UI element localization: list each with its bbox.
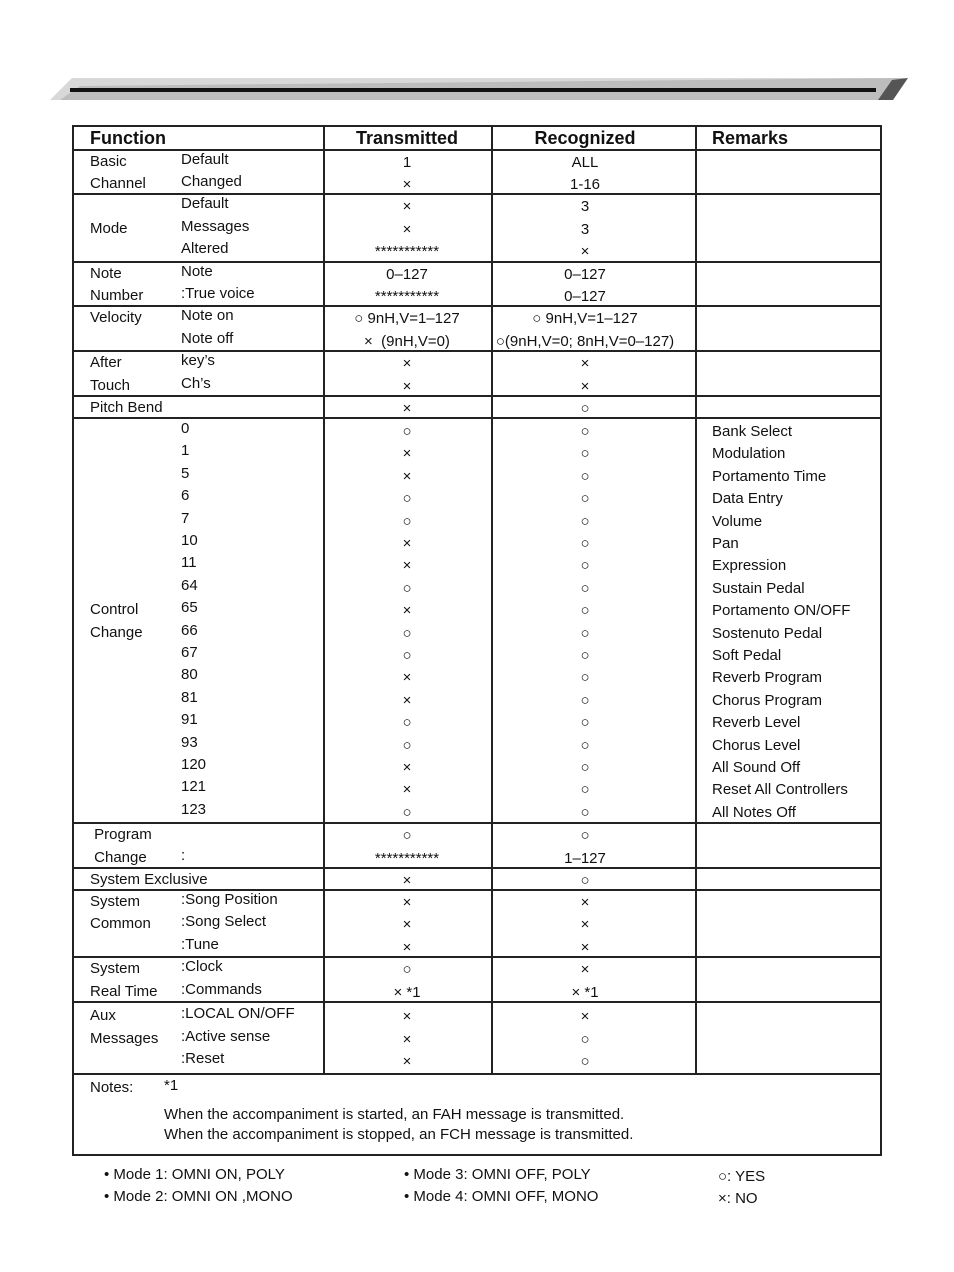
column-divider [695, 127, 697, 1074]
recognized-value: × *1 [571, 983, 599, 1001]
transmitted-value: ○ [402, 512, 412, 530]
legend-mode-1: • Mode 1: OMNI ON, POLY [104, 1166, 285, 1183]
function-label: Messages [90, 1029, 159, 1047]
sub-function: : [181, 846, 186, 864]
sub-function: :True voice [181, 285, 255, 302]
recognized-value: ○ [580, 646, 590, 664]
transmitted-value: × [402, 377, 412, 395]
recognized-value: × [580, 355, 590, 373]
sub-function: Note off [181, 329, 234, 347]
notes-ref: *1 [164, 1077, 179, 1094]
recognized-value: ALL [571, 153, 599, 171]
sub-function: Note [181, 262, 213, 280]
function-label: Aux [90, 1007, 116, 1025]
sub-function: :Tune [181, 935, 219, 953]
sub-function: :Active sense [181, 1027, 271, 1045]
sub-function: Default [181, 195, 229, 213]
transmitted-value: ○ [402, 490, 412, 508]
transmitted-value: × [402, 758, 412, 776]
function-label: Control [90, 601, 139, 619]
chart-group [74, 419, 880, 824]
recognized-value: ○ [580, 445, 590, 463]
recognized-value: ○ [580, 827, 590, 845]
remark: Portamento Time [712, 467, 827, 485]
transmitted-value: × *1 [393, 983, 421, 1001]
function-label: Touch [90, 376, 131, 394]
chart-group [74, 1003, 880, 1075]
function-label: System [90, 892, 141, 910]
function-label: After [90, 354, 122, 372]
remark: Reset All Controllers [712, 781, 848, 799]
legend-mode-2: • Mode 2: OMNI ON ,MONO [104, 1188, 293, 1205]
remark: All Sound Off [712, 758, 801, 776]
remark: Volume [712, 512, 763, 530]
sub-function: :Reset [181, 1050, 225, 1068]
remark: Reverb Level [712, 714, 801, 732]
function-label: Basic [90, 152, 127, 170]
sub-function: Ch’s [181, 374, 211, 392]
transmitted-value: × [402, 1053, 412, 1071]
recognized-value: 3 [580, 220, 590, 238]
transmitted-value: × [402, 445, 412, 463]
recognized-value: ○ [580, 714, 590, 732]
transmitted-value: × [402, 220, 412, 238]
recognized-value: ○ [580, 557, 590, 575]
notes-label: Notes: [90, 1079, 134, 1096]
transmitted-value: × [402, 916, 412, 934]
remark: Bank Select [712, 422, 793, 440]
sub-function: :LOCAL ON/OFF [181, 1005, 295, 1023]
function-label: System Exclusive [90, 870, 208, 888]
transmitted-value: × [402, 781, 412, 799]
transmitted-value: × [402, 176, 412, 193]
function-label: Change [90, 848, 147, 866]
sub-function: 80 [181, 666, 198, 684]
function-label: Pitch Bend [90, 398, 163, 416]
sub-function: key’s [181, 352, 215, 370]
function-label: Velocity [90, 309, 142, 327]
transmitted-value: ○ [402, 646, 412, 664]
function-label: System [90, 960, 141, 978]
sub-function: 10 [181, 531, 198, 549]
transmitted-value: × [402, 355, 412, 373]
sub-function: 93 [181, 733, 198, 751]
chart-group [74, 352, 880, 397]
chart-group [74, 307, 880, 352]
sub-function: Changed [181, 173, 242, 190]
column-divider [491, 127, 493, 1074]
header-remarks: Remarks [712, 128, 789, 148]
recognized-value: ○ [580, 602, 590, 620]
legend-mode-3: • Mode 3: OMNI OFF, POLY [404, 1166, 591, 1183]
remark: Data Entry [712, 490, 783, 508]
function-label: Common [90, 915, 151, 933]
transmitted-value: × [402, 198, 412, 216]
function-label: Note [90, 264, 122, 282]
recognized-value: ○ [580, 781, 590, 799]
transmitted-value: × [402, 938, 412, 956]
sub-function: :Commands [181, 980, 262, 998]
legend-yes: ○: YES [718, 1168, 766, 1185]
remark: Reverb Program [712, 669, 823, 687]
recognized-value: × [580, 916, 590, 934]
sub-function: Note on [181, 307, 234, 325]
header-transmitted: Transmitted [355, 128, 459, 148]
remark: All Notes Off [712, 803, 796, 821]
remark: Portamento ON/OFF [712, 602, 851, 620]
transmitted-value: × [402, 557, 412, 575]
transmitted-value: × [402, 399, 412, 417]
function-label: Number [90, 287, 144, 304]
function-label: Channel [90, 175, 146, 192]
recognized-value: 1-16 [569, 176, 601, 193]
sub-function: 64 [181, 576, 198, 594]
sub-function: :Clock [181, 958, 223, 976]
function-label: Mode [90, 219, 128, 237]
recognized-value: 3 [580, 198, 590, 216]
remark: Pan [712, 534, 739, 552]
column-divider [323, 127, 325, 1074]
recognized-value: ○ [580, 758, 590, 776]
remark: Sustain Pedal [712, 579, 805, 597]
recognized-value: ○ [580, 422, 590, 440]
function-label: Change [90, 623, 143, 641]
chart-group [74, 397, 880, 419]
remark: Chorus Level [712, 736, 801, 754]
recognized-value: ○ [580, 691, 590, 709]
recognized-value: ○ [580, 399, 590, 417]
notes-line-2: When the accompaniment is stopped, an FCH message is transmitted. [164, 1126, 634, 1143]
sub-function: 0 [181, 419, 190, 437]
chart-group [74, 151, 880, 195]
transmitted-value: × [402, 467, 412, 485]
transmitted-value: *********** [374, 288, 440, 305]
transmitted-value: × [402, 691, 412, 709]
remark: Chorus Program [712, 691, 823, 709]
recognized-value: 0–127 [564, 265, 606, 283]
transmitted-value: *********** [374, 849, 440, 867]
chart-group [74, 869, 880, 891]
recognized-value: × [580, 938, 590, 956]
header-banner [0, 0, 954, 110]
midi-implementation-chart [72, 125, 882, 1156]
recognized-value: ○ [580, 669, 590, 687]
transmitted-value: × [402, 1008, 412, 1026]
remark: Sostenuto Pedal [712, 624, 823, 642]
sub-function: :Song Select [181, 913, 267, 931]
chart-group [74, 891, 880, 958]
sub-function: :Song Position [181, 890, 278, 908]
transmitted-value: ○ [402, 827, 412, 845]
sub-function: 7 [181, 509, 190, 527]
transmitted-value: ○ [402, 961, 412, 979]
recognized-value: ○(9nH,V=0; 8nH,V=0–127) [495, 332, 675, 350]
transmitted-value: 1 [402, 153, 412, 171]
transmitted-value: ○ 9nH,V=1–127 [354, 310, 460, 328]
recognized-value: ○ [580, 736, 590, 754]
sub-function: 6 [181, 487, 190, 505]
notes-line-1: When the accompaniment is started, an FAH message is transmitted. [164, 1106, 625, 1123]
chart-group [74, 958, 880, 1003]
sub-function: 66 [181, 621, 198, 639]
transmitted-value: ○ [402, 736, 412, 754]
sub-function: 1 [181, 442, 190, 460]
transmitted-value: ○ [402, 714, 412, 732]
sub-function: 11 [181, 554, 197, 572]
sub-function: 120 [181, 755, 207, 773]
chart-group [74, 263, 880, 307]
transmitted-value: 0–127 [386, 265, 428, 283]
legend-no: ×: NO [718, 1190, 758, 1207]
function-label: Program [90, 826, 152, 844]
recognized-value: × [580, 243, 590, 261]
recognized-value: × [580, 377, 590, 395]
chart-group [74, 824, 880, 869]
remark: Expression [712, 557, 787, 575]
header-function: Function [90, 128, 166, 148]
transmitted-value: × [402, 534, 412, 552]
recognized-value: 0–127 [564, 288, 606, 305]
recognized-value: ○ [580, 467, 590, 485]
sub-function: 67 [181, 643, 198, 661]
sub-function: Messages [181, 217, 250, 235]
sub-function: 121 [181, 778, 207, 796]
transmitted-value: ○ [402, 579, 412, 597]
recognized-value: ○ [580, 1053, 590, 1071]
sub-function: 123 [181, 800, 207, 818]
recognized-value: ○ [580, 490, 590, 508]
remark: Modulation [712, 445, 786, 463]
function-label: Real Time [90, 982, 158, 1000]
transmitted-value: ○ [402, 803, 412, 821]
recognized-value: ○ [580, 624, 590, 642]
transmitted-value: × [402, 871, 412, 889]
transmitted-value: × (9nH,V=0) [364, 332, 450, 350]
header-row [74, 127, 880, 151]
mode-legend [0, 1164, 954, 1214]
sub-function: Altered [181, 240, 229, 258]
transmitted-value: ○ [402, 624, 412, 642]
recognized-value: ○ 9nH,V=1–127 [532, 310, 638, 328]
sub-function: 91 [181, 711, 198, 729]
recognized-value: ○ [580, 579, 590, 597]
transmitted-value: × [402, 669, 412, 687]
recognized-value: ○ [580, 512, 590, 530]
recognized-value: × [580, 961, 590, 979]
transmitted-value: × [402, 893, 412, 911]
sub-function: 81 [181, 688, 198, 706]
recognized-value: ○ [580, 803, 590, 821]
remark: Soft Pedal [712, 646, 782, 664]
recognized-value: ○ [580, 534, 590, 552]
recognized-value: ○ [580, 871, 590, 889]
sub-function: Default [181, 150, 229, 168]
transmitted-value: × [402, 602, 412, 620]
recognized-value: × [580, 1008, 590, 1026]
transmitted-value: *********** [374, 243, 440, 261]
transmitted-value: × [402, 1030, 412, 1048]
transmitted-value: ○ [402, 422, 412, 440]
recognized-value: 1–127 [564, 849, 606, 867]
sub-function: 65 [181, 599, 198, 617]
legend-mode-4: • Mode 4: OMNI OFF, MONO [404, 1188, 599, 1205]
header-recognized: Recognized [534, 128, 636, 148]
chart-group [74, 195, 880, 263]
recognized-value: × [580, 893, 590, 911]
sub-function: 5 [181, 464, 190, 482]
recognized-value: ○ [580, 1030, 590, 1048]
